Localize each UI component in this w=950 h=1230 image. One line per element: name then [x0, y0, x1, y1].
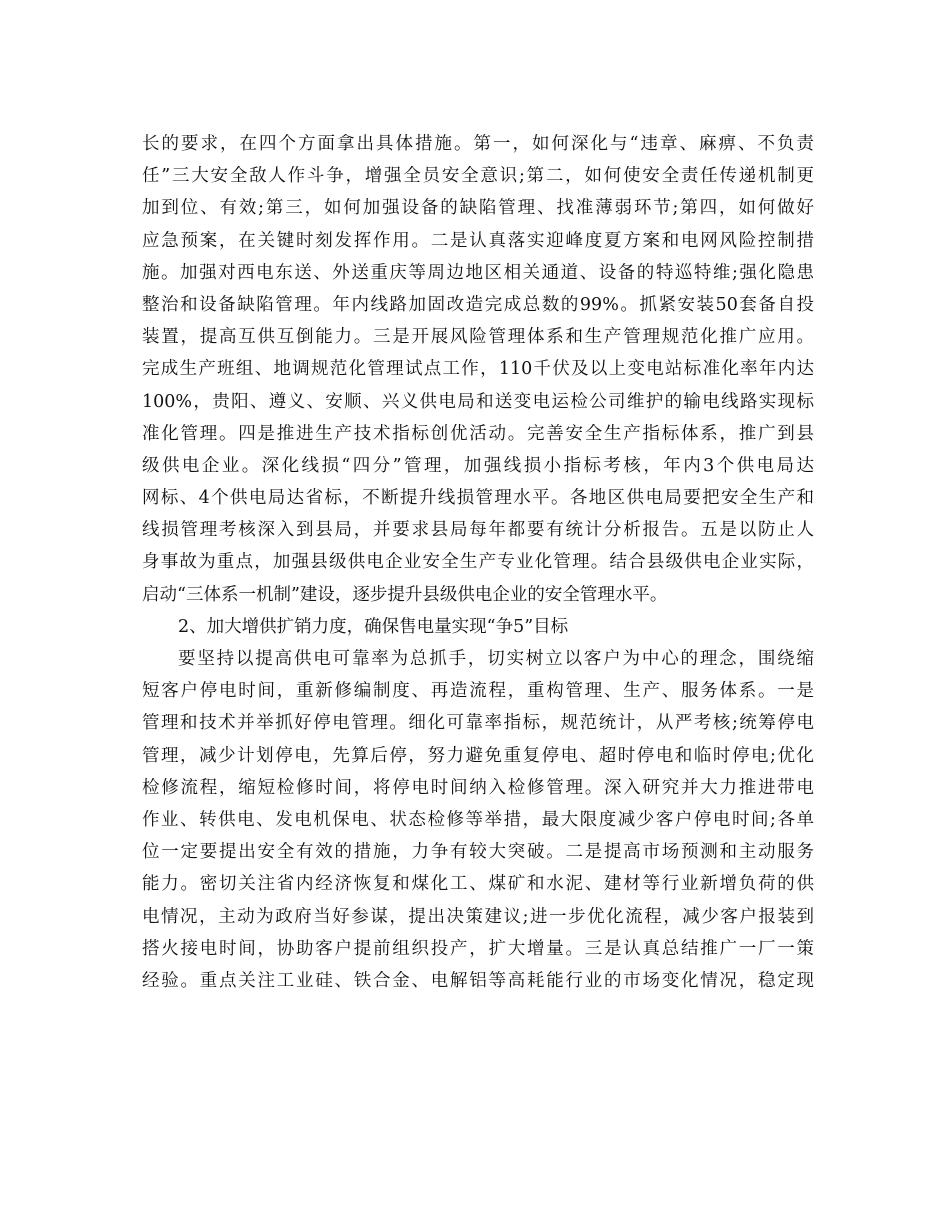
text-line: 能力。密切关注省内经济恢复和煤化工、煤矿和水泥、建材等行业新增负荷的供 — [142, 874, 814, 895]
text-line: 装置，提高互供互倒能力。三是开展风险管理体系和生产管理规范化推广应用。 — [142, 327, 814, 348]
text-line: 要坚持以提高供电可靠率为总抓手，切实树立以客户为中心的理念，围绕缩 — [178, 649, 814, 669]
text-line: 整治和设备缺陷管理。年内线路加固改造完成总数的99%。抓紧安装50套备自投 — [142, 294, 814, 315]
text-line: 施。加强对西电东送、外送重庆等周边地区相关通道、设备的特巡特维;强化隐患 — [142, 262, 814, 283]
text-line: 任”三大安全敌人作斗争，增强全员安全意识;第二，如何使安全责任传递机制更 — [142, 166, 814, 187]
text-line: 身事故为重点，加强县级供电企业安全生产专业化管理。结合县级供电企业实际， — [142, 552, 814, 573]
text-line: 100%，贵阳、遵义、安顺、兴义供电局和送变电运检公司维护的输电线路实现标 — [142, 391, 814, 412]
text-line: 完成生产班组、地调规范化管理试点工作，110千伏及以上变电站标准化率年内达 — [142, 359, 814, 380]
text-line: 应急预案，在关键时刻发挥作用。二是认真落实迎峰度夏方案和电网风险控制措 — [142, 230, 814, 251]
text-line: 管理和技术并举抓好停电管理。细化可靠率指标，规范统计，从严考核;统筹停电 — [142, 713, 814, 734]
text-line: 准化管理。四是推进生产技术指标创优活动。完善安全生产指标体系，推广到县 — [142, 423, 814, 444]
text-line: 长的要求，在四个方面拿出具体措施。第一，如何深化与“违章、麻痹、不负责 — [142, 134, 814, 154]
text-line: 经验。重点关注工业硅、铁合金、电解铝等高耗能行业的市场变化情况，稳定现 — [142, 970, 814, 991]
text-line: 搭火接电时间，协助客户提前组织投产，扩大增量。三是认真总结推广一厂一策 — [142, 938, 814, 959]
text-line: 短客户停电时间，重新修编制度、再造流程，重构管理、生产、服务体系。一是 — [142, 681, 814, 702]
text-line: 加到位、有效;第三，如何加强设备的缺陷管理、找准薄弱环节;第四，如何做好 — [142, 198, 814, 219]
text-line: 位一定要提出安全有效的措施，力争有较大突破。二是提高市场预测和主动服务 — [142, 842, 814, 863]
section-heading: 2、加大增供扩销力度，确保售电量实现“争5”目标 — [178, 616, 569, 637]
body-text — [142, 128, 814, 997]
text-line: 网标、4个供电局达省标，不断提升线损管理水平。各地区供电局要把安全生产和 — [142, 488, 814, 509]
text-line: 启动“三体系一机制”建设，逐步提升县级供电企业的安全管理水平。 — [142, 584, 668, 605]
text-line: 检修流程，缩短检修时间，将停电时间纳入检修管理。深入研究并大力推进带电 — [142, 777, 814, 798]
text-line: 管理，减少计划停电，先算后停，努力避免重复停电、超时停电和临时停电;优化 — [142, 745, 814, 766]
text-line: 级供电企业。深化线损“四分”管理，加强线损小指标考核，年内3个供电局达 — [142, 455, 814, 476]
text-line: 作业、转供电、发电机保电、状态检修等举措，最大限度减少客户停电时间;各单 — [142, 809, 814, 830]
text-line: 电情况，主动为政府当好参谋，提出决策建议;进一步优化流程，减少客户报装到 — [142, 906, 814, 927]
text-line: 线损管理考核深入到县局，并要求县局每年都要有统计分析报告。五是以防止人 — [142, 520, 814, 541]
